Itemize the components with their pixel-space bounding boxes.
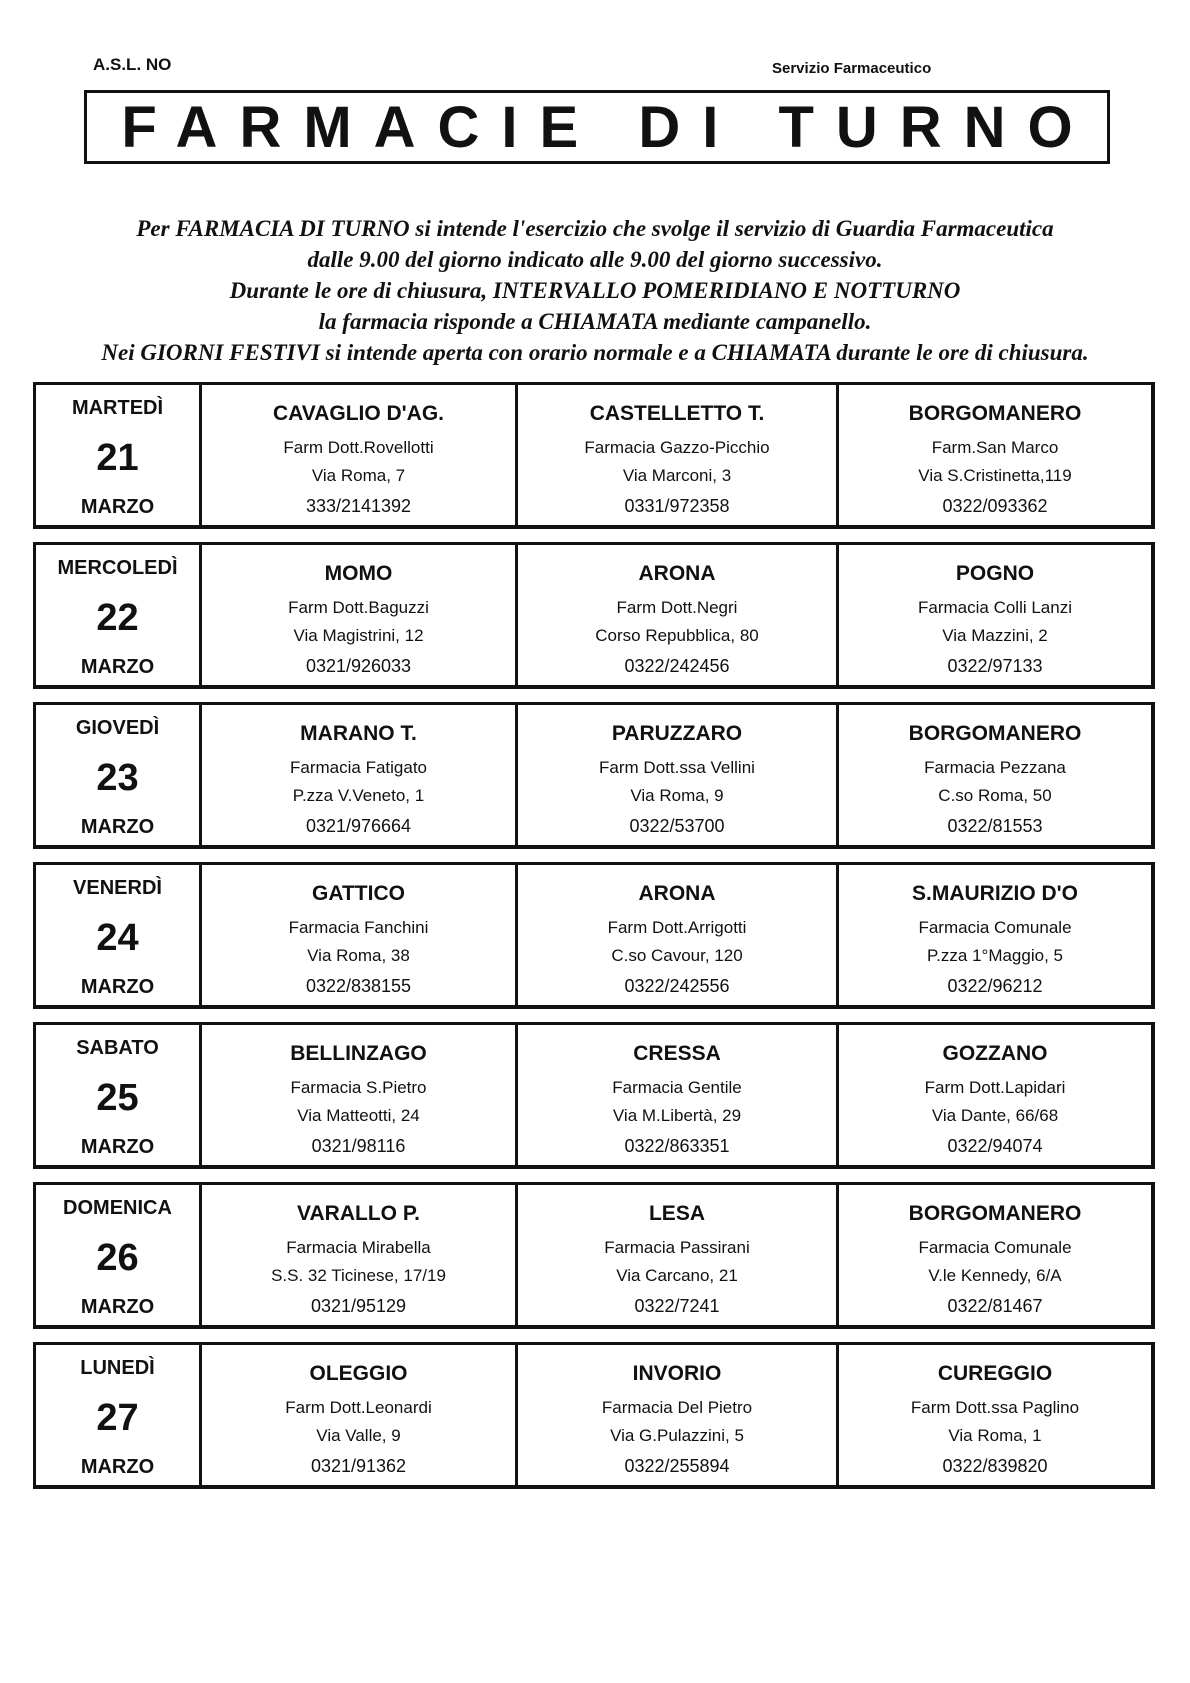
pharmacy-phone: 0322/839820 [942,1456,1048,1476]
pharmacy-phone: 0322/093362 [942,496,1048,516]
weekday-label: LUNEDÌ [80,1357,155,1379]
pharmacy-phone: 0322/242456 [624,656,730,676]
pharmacy-phone: 0322/7241 [634,1296,720,1316]
pharmacy-name: Farm Dott.ssa Paglino [910,1398,1080,1417]
pharmacy-cell [839,705,1151,845]
pharmacy-cell [839,1025,1151,1165]
pharmacy-cell [839,865,1151,1005]
town-name: GOZZANO [942,1042,1048,1065]
pharmacy-phone: 0322/81553 [947,816,1043,836]
pharmacy-name: Farmacia Pezzana [924,758,1066,777]
pharmacy-cell [202,705,518,845]
pharmacy-address: Via Valle, 9 [316,1426,401,1445]
town-name: INVORIO [632,1362,722,1385]
pharmacy-address: Via Roma, 7 [311,466,406,485]
pharmacy-address: Via Roma, 9 [630,786,724,805]
date-cell [36,1345,202,1485]
pharmacy-name: Farm Dott.Leonardi [285,1398,432,1417]
pharmacy-cell [202,545,518,685]
town-name: MARANO T. [300,722,417,745]
pharmacy-phone: 0322/242556 [624,976,730,996]
pharmacy-name: Farmacia Fatigato [290,758,427,777]
pharmacy-cell [202,1345,518,1485]
pharmacy-address: C.so Cavour, 120 [611,946,743,965]
pharmacy-cell [202,1185,518,1325]
pharmacy-address: Corso Repubblica, 80 [595,626,759,645]
pharmacy-phone: 0322/96212 [947,976,1043,996]
pharmacy-address: P.zza V.Veneto, 1 [292,786,425,805]
pharmacy-address: Via Dante, 66/68 [931,1106,1059,1125]
date-cell [36,705,202,845]
pharmacy-address: Via Carcano, 21 [616,1266,738,1285]
org-label: A.S.L. NO [93,55,172,74]
town-name: MOMO [324,562,393,585]
pharmacy-name: Farmacia Passirani [604,1238,750,1257]
weekday-label: DOMENICA [63,1197,172,1219]
town-name: PARUZZARO [611,722,743,745]
town-name: LESA [648,1202,705,1225]
pharmacy-cell [839,545,1151,685]
pharmacy-address: Via M.Libertà, 29 [612,1106,742,1125]
town-name: BORGOMANERO [908,402,1082,425]
intro-line: Durante le ore di chiusura, INTERVALLO POMERIDIANO E NOTTURNO [229,278,961,303]
day-block [33,542,1155,689]
pharmacy-address: Via Mazzini, 2 [942,626,1048,645]
pharmacy-cell [518,1025,839,1165]
town-name: OLEGGIO [309,1362,408,1385]
day-block [33,862,1155,1009]
town-name: CRESSA [633,1042,721,1065]
date-cell [36,1185,202,1325]
pharmacy-address: Via Marconi, 3 [622,466,732,485]
intro-line: Per FARMACIA DI TURNO si intende l'esercizio che svolge il servizio di Guardia Farmaceutica [136,216,1054,241]
pharmacy-phone: 0321/976664 [305,816,412,836]
town-name: GATTICO [312,882,405,905]
month-label: MARZO [80,976,155,998]
pharmacy-name: Farm Dott.Arrigotti [607,918,747,937]
intro-line: Nei GIORNI FESTIVI si intende aperta con orario normale e a CHIAMATA durante le ore di chiusura. [101,340,1089,365]
pharmacy-address: S.S. 32 Ticinese, 17/19 [271,1266,446,1285]
town-name: CAVAGLIO D'AG. [272,402,445,425]
pharmacy-address: Via Roma, 38 [307,946,410,965]
pharmacy-phone: 0321/98116 [311,1136,406,1156]
pharmacy-name: Farmacia Gazzo-Picchio [584,438,770,457]
month-label: MARZO [80,1456,155,1478]
pharmacy-name: Farmacia Mirabella [286,1238,431,1257]
date-cell [36,385,202,525]
pharmacy-cell [518,545,839,685]
day-block [33,1342,1155,1489]
town-name: BORGOMANERO [908,1202,1082,1225]
pharmacy-address: Via Roma, 1 [948,1426,1042,1445]
pharmacy-address: Via S.Cristinetta,119 [918,466,1072,485]
intro-line: dalle 9.00 del giorno indicato alle 9.00 del giorno successivo. [307,247,883,272]
town-name: POGNO [955,562,1035,585]
day-number: 27 [96,1397,139,1439]
town-name: CASTELLETTO T. [589,402,765,425]
pharmacy-name: Farmacia Comunale [918,918,1072,937]
pharmacy-cell [839,1345,1151,1485]
month-label: MARZO [80,496,155,518]
pharmacy-address: Via Magistrini, 12 [293,626,424,645]
town-name: ARONA [638,882,716,905]
pharmacy-phone: 0321/91362 [310,1456,407,1476]
town-name: VARALLO P. [297,1202,420,1225]
day-number: 24 [96,917,139,959]
weekday-label: GIOVEDÌ [75,717,160,739]
pharmacy-cell [518,865,839,1005]
pharmacy-cell [839,1185,1151,1325]
weekday-label: MERCOLEDÌ [57,557,178,579]
pharmacy-phone: 0322/81467 [947,1296,1043,1316]
month-label: MARZO [80,1136,155,1158]
pharmacy-cell [518,385,839,525]
pharmacy-address: C.so Roma, 50 [938,786,1052,805]
day-block [33,702,1155,849]
pharmacy-name: Farm Dott.Baguzzi [288,598,429,617]
pharmacy-name: Farmacia S.Pietro [290,1078,427,1097]
pharmacy-name: Farm Dott.Lapidari [924,1078,1066,1097]
pharmacy-address: V.le Kennedy, 6/A [928,1266,1062,1285]
pharmacy-name: Farm Dott.Rovellotti [283,438,434,457]
pharmacy-phone: 0322/53700 [629,816,725,836]
pharmacy-cell [518,705,839,845]
pharmacy-name: Farmacia Comunale [918,1238,1072,1257]
intro-text [30,213,1160,368]
title-box [84,90,1110,164]
pharmacy-name: Farm Dott.ssa Vellini [599,758,755,777]
pharmacy-phone: 0322/94074 [947,1136,1043,1156]
pharmacy-phone: 0322/255894 [624,1456,730,1476]
day-number: 26 [96,1237,139,1279]
intro-line: la farmacia risponde a CHIAMATA mediante campanello. [318,309,872,334]
pharmacy-name: Farmacia Del Pietro [601,1398,753,1417]
weekday-label: MARTEDÌ [71,397,164,419]
pharmacy-cell [518,1345,839,1485]
pharmacy-name: Farm Dott.Negri [616,598,738,617]
pharmacy-name: Farmacia Colli Lanzi [918,598,1072,617]
town-name: BELLINZAGO [290,1042,427,1065]
pharmacy-address: P.zza 1°Maggio, 5 [927,946,1063,965]
day-block [33,1182,1155,1329]
day-block [33,1022,1155,1169]
pharmacy-phone: 0321/95129 [310,1296,407,1316]
pharmacy-phone: 0322/863351 [624,1136,730,1156]
town-name: S.MAURIZIO D'O [912,882,1078,905]
day-number: 22 [96,597,139,639]
day-number: 23 [96,757,139,799]
pharmacy-cell [202,385,518,525]
pharmacy-cell [202,1025,518,1165]
pharmacy-cell [202,865,518,1005]
date-cell [36,545,202,685]
day-number: 25 [96,1077,139,1119]
pharmacy-address: Via Matteotti, 24 [297,1106,420,1125]
town-name: BORGOMANERO [908,722,1082,745]
pharmacy-cell [518,1185,839,1325]
pharmacy-phone: 0322/97133 [947,656,1043,676]
page-title: FARMACIE DI TURNO [121,94,1095,160]
town-name: CUREGGIO [937,1362,1053,1385]
pharmacy-cell [839,385,1151,525]
month-label: MARZO [80,1296,155,1318]
weekday-label: SABATO [76,1037,159,1059]
pharmacy-name: Farmacia Gentile [612,1078,742,1097]
weekday-label: VENERDÌ [73,877,162,899]
date-cell [36,1025,202,1165]
date-cell [36,865,202,1005]
pharmacy-phone: 0322/838155 [305,976,412,996]
pharmacy-phone: 333/2141392 [305,496,412,516]
month-label: MARZO [80,816,155,838]
month-label: MARZO [80,656,155,678]
pharmacy-name: Farmacia Fanchini [288,918,429,937]
pharmacy-phone: 0331/972358 [624,496,730,516]
pharmacy-address: Via G.Pulazzini, 5 [610,1426,744,1445]
day-number: 21 [96,437,139,479]
day-block [33,382,1155,529]
pharmacy-name: Farm.San Marco [931,438,1059,457]
pharmacy-phone: 0321/926033 [305,656,412,676]
town-name: ARONA [638,562,716,585]
service-label: Servizio Farmaceutico [772,60,932,77]
